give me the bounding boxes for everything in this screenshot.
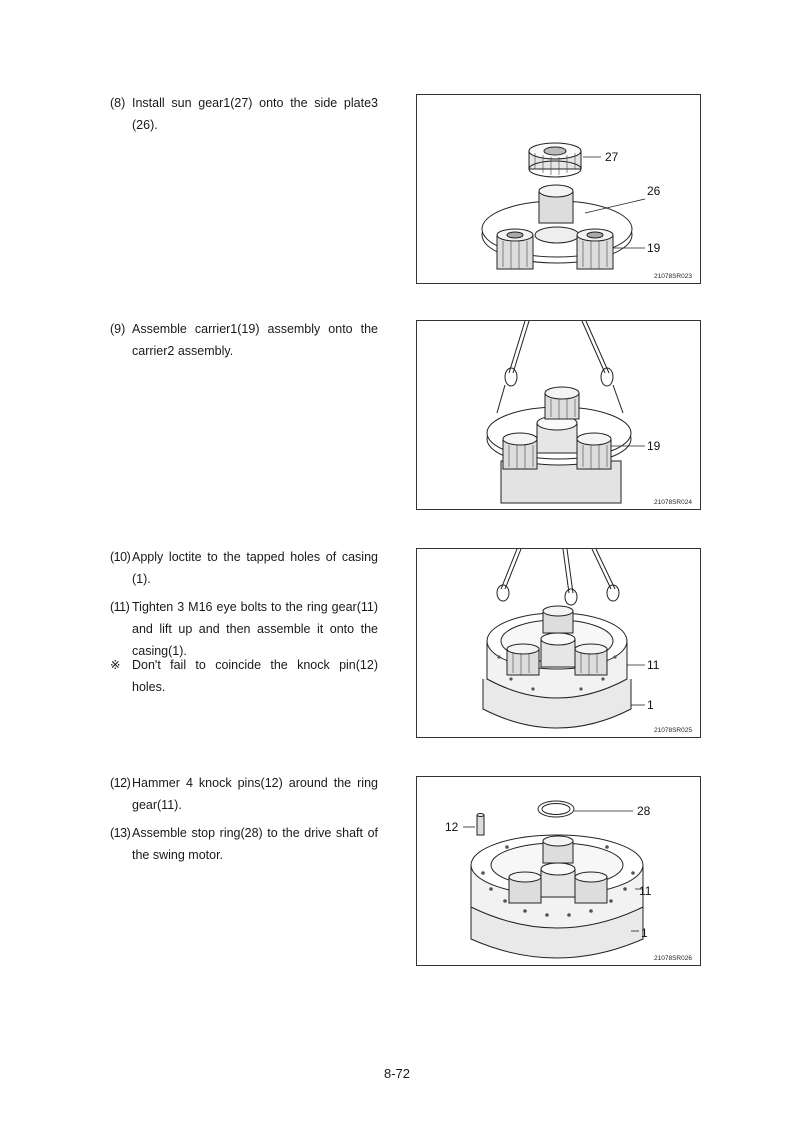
step-text: Hammer 4 knock pins(12) around the ring gear(11). [132, 776, 378, 812]
step-text: Install sun gear1(27) onto the side plate3 (26). [132, 96, 378, 132]
step-text: Apply loctite to the tapped holes of casing (1). [132, 550, 378, 586]
page-number: 8-72 [383, 1066, 411, 1081]
part-label: 11 [647, 658, 660, 672]
step-number: (10) [110, 550, 131, 564]
figure-sun-gear-install [416, 94, 701, 284]
part-label: 26 [647, 184, 661, 198]
ring-gear-illustration [417, 549, 700, 737]
step-number: (8) [110, 96, 126, 110]
part-label: 1 [641, 926, 648, 940]
part-label: 12 [445, 820, 459, 834]
step-note [110, 654, 378, 698]
figure-code: 21078SR024 [654, 499, 692, 506]
step-text: Tighten 3 M16 eye bolts to the ring gear(11) and lift up and then assemble it onto the casing(1). [132, 600, 378, 658]
figure-knock-pins-stop-ring [416, 776, 701, 966]
step-text: Assemble carrier1(19) assembly onto the carrier2 assembly. [132, 322, 378, 358]
step-number: (12) [110, 776, 131, 790]
part-label: 28 [637, 804, 651, 818]
part-label: 27 [605, 150, 619, 164]
step-number: (13) [110, 826, 131, 840]
step-8 [110, 92, 378, 136]
part-label: 19 [647, 439, 661, 453]
note-text: Don't fail to coincide the knock pin(12) holes. [132, 658, 378, 694]
step-13 [110, 822, 378, 866]
step-number: (11) [110, 600, 130, 614]
figure-ring-gear-casing [416, 548, 701, 738]
step-10 [110, 546, 378, 590]
figure-carrier-assembly [416, 320, 701, 510]
step-12 [110, 772, 378, 816]
stop-ring-illustration [417, 777, 700, 965]
step-number: (9) [110, 322, 126, 336]
part-label: 1 [647, 698, 654, 712]
step-11 [110, 596, 378, 662]
gear-assembly-illustration [417, 95, 700, 283]
figure-code: 21078SR026 [654, 955, 692, 962]
part-label: 19 [647, 241, 661, 255]
figure-code: 21078SR025 [654, 727, 692, 734]
figure-code: 21078SR023 [654, 273, 692, 280]
note-mark: ※ [110, 658, 121, 672]
step-text: Assemble stop ring(28) to the drive shaft of the swing motor. [132, 826, 378, 862]
step-9 [110, 318, 378, 362]
part-label: 11 [639, 884, 652, 898]
carrier-illustration [417, 321, 700, 509]
